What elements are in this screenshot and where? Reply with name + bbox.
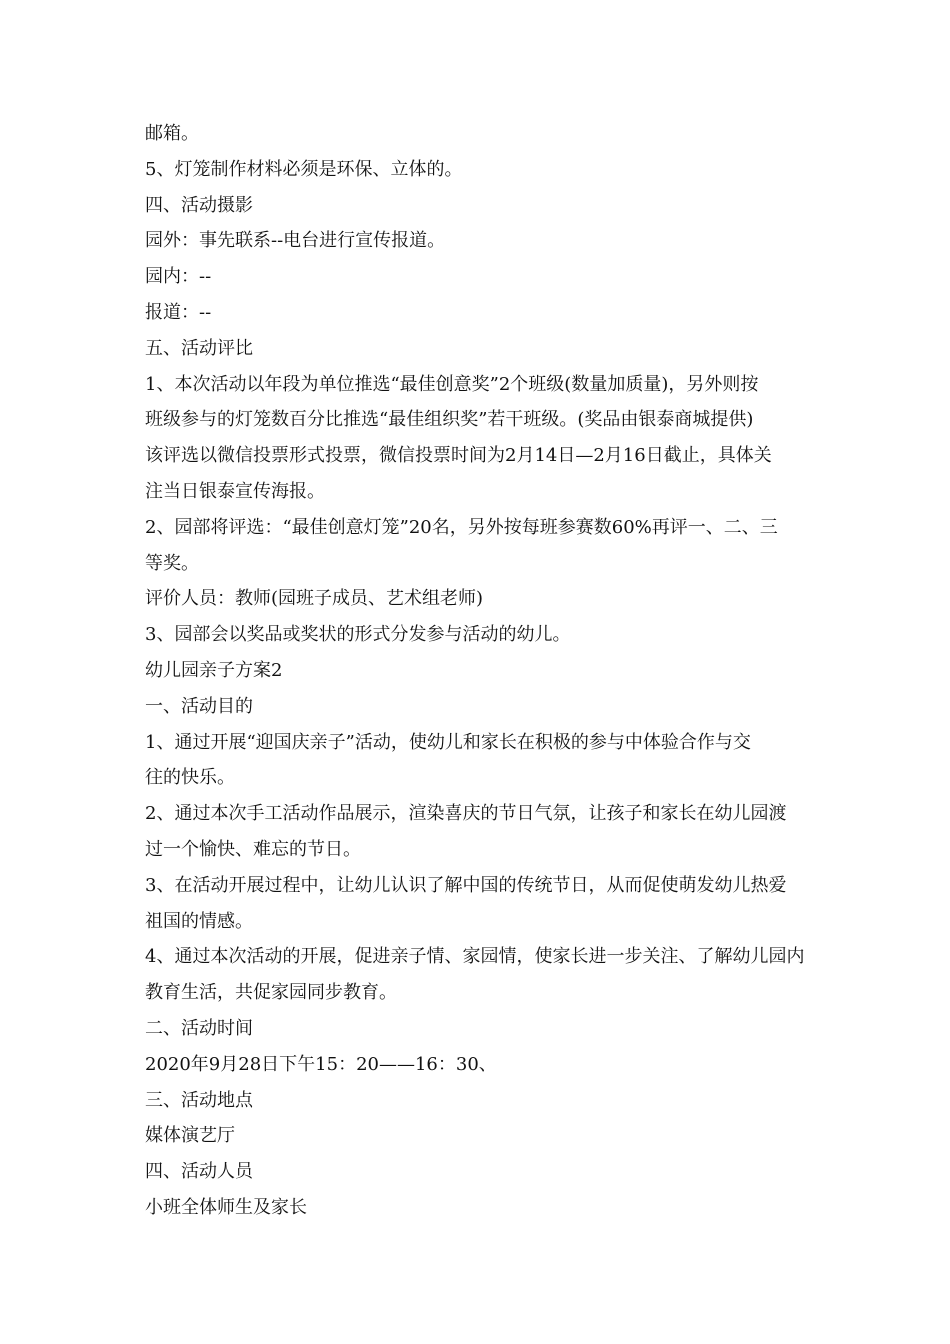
text-line: 1、通过开展“迎国庆亲子”活动，使幼儿和家长在积极的参与中体验合作与交 (145, 731, 751, 753)
text-line: 报道：-- (145, 301, 212, 323)
text-line: 祖国的情感。 (145, 910, 253, 932)
section-heading: 四、活动人员 (145, 1161, 253, 1183)
text-line: 注当日银泰宣传海报。 (145, 480, 325, 502)
section-heading: 三、活动地点 (145, 1089, 253, 1111)
text-line: 评价人员：教师(园班子成员、艺术组老师) (145, 588, 484, 610)
text-line: 2、通过本次手工活动作品展示，渲染喜庆的节日气氛，让孩子和家长在幼儿园渡 (145, 803, 787, 825)
text-line: 2、园部将评选：“最佳创意灯笼”20名，另外按每班参赛数60%再评一、二、三 (145, 516, 778, 538)
section-heading: 四、活动摄影 (145, 194, 253, 216)
text-line: 该评选以微信投票形式投票，微信投票时间为2月14日—2月16日截止，具体关 (145, 445, 772, 467)
text-line: 班级参与的灯笼数百分比推选“最佳组织奖”若干班级。(奖品由银泰商城提供) (145, 409, 754, 431)
document-title: 幼儿园亲子方案2 (145, 659, 283, 681)
section-heading: 五、活动评比 (145, 337, 253, 359)
text-line: 小班全体师生及家长 (145, 1196, 307, 1218)
text-line: 往的快乐。 (145, 767, 235, 789)
text-line: 过一个愉快、难忘的节日。 (145, 838, 361, 860)
text-line: 邮箱。 (145, 123, 199, 144)
text-line: 园外：事先联系--电台进行宣传报道。 (145, 230, 446, 252)
text-line: 园内：-- (145, 266, 212, 288)
text-line: 2020年9月28日下午15：20——16：30、 (145, 1053, 497, 1075)
text-line: 1、本次活动以年段为单位推选“最佳创意奖”2个班级(数量加质量)，另外则按 (145, 373, 759, 395)
text-line: 3、在活动开展过程中，让幼儿认识了解中国的传统节日，从而促使萌发幼儿热爱 (145, 874, 787, 896)
document-page (145, 116, 810, 1226)
text-line: 4、通过本次活动的开展，促进亲子情、家园情，使家长进一步关注、了解幼儿园内 (145, 946, 805, 968)
text-line: 5、灯笼制作材料必须是环保、立体的。 (145, 158, 463, 180)
text-line: 教育生活，共促家园同步教育。 (145, 982, 397, 1004)
text-line: 媒体演艺厅 (145, 1125, 235, 1147)
section-heading: 一、活动目的 (145, 695, 253, 717)
section-heading: 二、活动时间 (145, 1017, 253, 1039)
text-line: 3、园部会以奖品或奖状的形式分发参与活动的幼儿。 (145, 624, 571, 646)
text-line: 等奖。 (145, 552, 199, 574)
